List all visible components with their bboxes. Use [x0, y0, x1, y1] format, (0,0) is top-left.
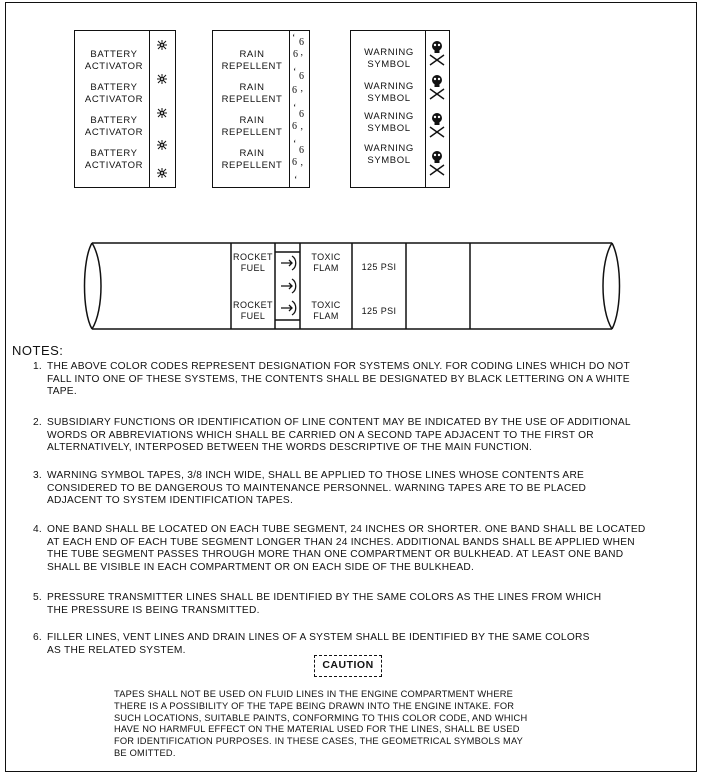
pipe-band-label: TOXIC FLAM	[311, 300, 341, 321]
pipe-band-label: TOXIC FLAM	[311, 252, 341, 273]
tape-label: WARNING SYMBOL	[364, 111, 414, 134]
note-text: PRESSURE TRANSMITTER LINES SHALL BE IDENTIFIED BY THE SAME COLORS AS THE LINES FROM WHICH THE PRESSURE IS BEING TRANSMITTED.	[47, 592, 602, 616]
svg-text:‘: ‘	[293, 67, 297, 78]
pipe-diagram	[0, 0, 704, 340]
tape-label: RAIN REPELLENT	[221, 148, 283, 171]
svg-text:6: 6	[292, 85, 297, 96]
svg-text:’: ’	[300, 127, 304, 138]
tape-label: WARNING SYMBOL	[364, 47, 414, 70]
pipe-band-label: 125 PSI	[361, 262, 397, 272]
tape-label: RAIN REPELLENT	[221, 82, 283, 105]
svg-text:‘: ‘	[293, 139, 297, 150]
svg-text:6: 6	[299, 71, 304, 82]
tape-label: BATTERY ACTIVATOR	[84, 82, 144, 105]
note-number: 4.	[33, 524, 42, 535]
svg-text:‘: ‘	[293, 103, 297, 114]
pipe-band-label: ROCKET FUEL	[233, 252, 273, 273]
tape-label: WARNING SYMBOL	[364, 143, 414, 166]
tape-label: BATTERY ACTIVATOR	[84, 115, 144, 138]
note-number: 6.	[33, 632, 42, 643]
note-number: 2.	[33, 417, 42, 428]
svg-text:6: 6	[292, 121, 297, 132]
tape-label: BATTERY ACTIVATOR	[84, 49, 144, 72]
note-number: 1.	[33, 361, 42, 372]
svg-text:’: ’	[300, 53, 304, 64]
tape-label: RAIN REPELLENT	[221, 115, 283, 138]
notes-heading: NOTES:	[12, 343, 64, 358]
note-number: 3.	[33, 470, 42, 481]
note-text: WARNING SYMBOL TAPES, 3/8 INCH WIDE, SHALL BE APPLIED TO THOSE LINES WHOSE CONTENTS ARE CONSIDERED TO BE DANGEROUS TO MAINTENANCE PERSONNEL. WARNING TAPES ARE TO BE PLACED ADJACENT TO SYSTEM IDENTIFICATION TAPES.	[47, 470, 587, 507]
caution-label: CAUTION	[314, 655, 382, 677]
svg-text:6: 6	[299, 37, 304, 48]
tape-label: WARNING SYMBOL	[364, 81, 414, 104]
svg-text:6: 6	[292, 157, 297, 168]
note-number: 5.	[33, 592, 42, 603]
tape-label: RAIN REPELLENT	[221, 49, 283, 72]
svg-text:‘: ‘	[292, 33, 296, 44]
svg-text:6: 6	[293, 49, 298, 60]
rocket-fuel-icon	[281, 256, 296, 315]
tape-label: BATTERY ACTIVATOR	[84, 148, 144, 171]
svg-text:‘: ‘	[294, 175, 298, 186]
pipe-band-label: ROCKET FUEL	[233, 300, 273, 321]
svg-text:’: ’	[300, 89, 304, 100]
svg-text:6: 6	[299, 145, 304, 156]
svg-text:’: ’	[300, 163, 304, 174]
svg-text:6: 6	[299, 109, 304, 120]
note-text: THE ABOVE COLOR CODES REPRESENT DESIGNATION FOR SYSTEMS ONLY. FOR CODING LINES WHICH DO NOT FALL INTO ONE OF THESE SYSTEMS, THE CONTENTS SHALL BE DESIGNATED BY BLACK LETTERING ON A WHITE TAPE.	[47, 361, 630, 398]
pipe-band-label: 125 PSI	[361, 306, 397, 316]
note-text: SUBSIDIARY FUNCTIONS OR IDENTIFICATION OF LINE CONTENT MAY BE INDICATED BY THE USE OF ADDITIONAL WORDS OR ABBREVIATIONS WHICH SHALL BE CARRIED ON A SECOND TAPE ADJACENT TO THE FIRST OR ALTERNATIVELY, INTERPOSED BETWEEN THE WORDS DESCRIPTIVE OF THE MAIN FUNCTION.	[47, 417, 631, 454]
note-text: ONE BAND SHALL BE LOCATED ON EACH TUBE SEGMENT, 24 INCHES OR SHORTER. ONE BAND SHALL BE LOCATED AT EACH END OF EACH TUBE SEGMENT LONGER THAN 24 INCHES. ADDITIONAL BANDS SHALL BE APPLIED WHEN THE TUBE SEGMENT PASSES THROUGH MORE THAN ONE COMPARTMENT OR BULKHEAD. AT LEAST ONE BAND SHALL BE VISIBLE IN EACH COMPARTMENT OR ON EACH SIDE OF THE BULKHEAD.	[47, 524, 646, 573]
note-text: FILLER LINES, VENT LINES AND DRAIN LINES OF A SYSTEM SHALL BE IDENTIFIED BY THE SAME COLORS AS THE RELATED SYSTEM.	[47, 632, 590, 656]
caution-text: TAPES SHALL NOT BE USED ON FLUID LINES IN THE ENGINE COMPARTMENT WHERE THERE IS A POSSIBILITY OF THE TAPE BEING DRAWN INTO THE ENGINE INTAKE. FOR SUCH LOCATIONS, SUITABLE PAINTS, CONFORMING TO THIS COLOR CODE, AND WHICH HAVE NO HARMFUL EFFECT ON THE MATERIAL USED FOR THE LINES, SHALL BE USED FOR IDENTIFICATION PURPOSES. IN THESE CASES, THE GEOMETRICAL SYMBOLS MAY BE OMITTED.	[114, 689, 528, 758]
